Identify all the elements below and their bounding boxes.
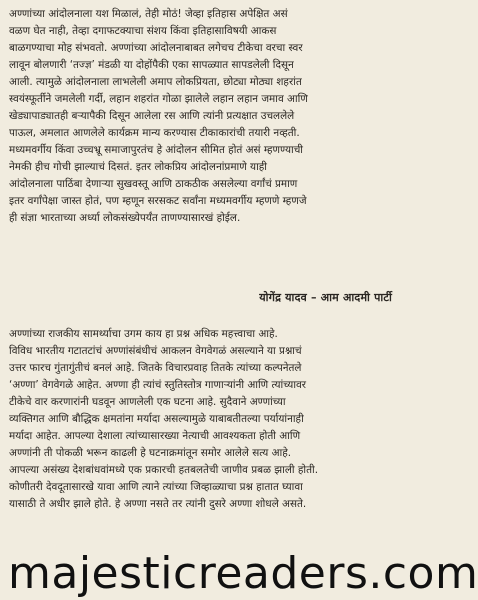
text-line: कोणीतरी देवदूतासारखे यावा आणि त्याने त्यांच्या जिव्हाळ्याचा प्रश्न हातात घ्यावा [9,481,303,493]
text-line: टीकेचे वार करणारांनी घडवून आणलेली एक घटना आहे. सुदैवाने अण्णांच्या [9,396,286,408]
text-line: पाऊल, अमलात आणलेले कार्यक्रम मान्य करण्यास टीकाकारांची तयारी नव्हती. [9,127,300,139]
text-line: ही संज्ञा भारताच्या अर्ध्या लोकसंख्येपर्यंत ताणण्यासारखं होईल. [9,212,241,224]
text-line: स्वयंस्फूर्तीने जमलेली गर्दी, लहान शहरांत गोळा झालेले लहान लहान जमाव आणि [9,93,308,105]
text-line: नेमकी हीच गोची झाल्याचं दिसतं. इतर लोकप्रिय आंदोलनांप्रमाणे याही [9,161,267,173]
text-line: इतर वर्गांपेक्षा जास्त होतं, पण म्हणून सरसकट सर्वांना मध्यमवर्गीय म्हणणे म्हणजे [9,195,307,207]
site-watermark: majesticreaders.com [8,548,478,599]
text-line: अण्णांच्या आंदोलनाला यश मिळालं, तेही मोठं! जेव्हा इतिहास अपेक्षित असं [9,8,288,20]
text-line: आपल्या असंख्य देशबांधवांमध्ये एक प्रकारची हतबलतेची जाणीव प्रबळ झाली होती. [9,464,319,476]
text-line: आंदोलनाला पाठिंबा देणाऱ्या सुखवस्तू आणि ठाकठीक असलेल्या वर्गांचं प्रमाण [9,178,298,190]
text-line: बाळगण्याचा मोह संभवतो. अण्णांच्या आंदोलनाबाबत लगेचच टीकेचा वरचा स्वर [9,42,303,54]
text-line: वळण घेत नाही, तेव्हा दगाफटक्याचा संशय किंवा इतिहासाविषयी आकस [9,25,277,37]
paragraph-2 [9,326,396,513]
text-line: उत्तर फारच गुंतागुंतीचं बनलं आहे. जितके विचारप्रवाह तितके त्यांच्या कल्पनेतले [9,362,302,374]
text-line: आली. त्यामुळे आंदोलनाला लाभलेली अमाप लोकप्रियता, छोट्या मोठ्या शहरांत [9,76,302,88]
text-line: लावून बोलणारी ‘तज्ज्ञ’ मंडळी या दोहोंपैकी एका सापळ्यात सापडलेली दिसून [9,59,294,71]
text-line: अण्णांच्या राजकीय सामर्थ्याचा उगम काय हा प्रश्न अधिक महत्त्वाचा आहे. [9,328,278,340]
paragraph-1 [9,6,396,227]
author-byline: योगेंद्र यादव – आम आदमी पार्टी [259,291,392,304]
text-line: खेड्यापाड्यातही बऱ्यापैकी दिसून आलेला रस आणि त्यांनी प्रत्यक्षात उचललेले [9,110,295,122]
text-line: ‘अण्णा’ वेगवेगळे आहेत. अण्णा ही त्यांचं स्तुतिस्तोत्र गाणाऱ्यांनी आणि त्यांच्यावर [9,379,307,391]
text-line: व्यक्तिगत आणि बौद्धिक क्षमतांना मर्यादा असल्यामुळे याबाबतीतल्या पर्यायांनाही [9,413,304,425]
text-line: विविध भारतीय गटातटांचं अण्णांसंबंधीचं आकलन वेगवेगळं असल्याने या प्रश्नाचं [9,345,302,357]
text-line: यासाठी ते अधीर झाले होते. हे अण्णा नसते तर त्यांनी दुसरे अण्णा शोधले असते. [9,498,307,510]
text-line: मर्यादा आहेत. आपल्या देशाला त्यांच्यासारख्या नेत्याची आवश्यकता होती आणि [9,430,301,442]
text-line: अण्णांनी ती पोकळी भरून काढली हे घटनाक्रमांतून समोर आलेले सत्य आहे. [9,447,292,459]
text-line: मध्यमवर्गीय किंवा उच्चभ्रू समाजापुरतंच हे आंदोलन सीमित होतं असं म्हणण्याची [9,144,303,156]
